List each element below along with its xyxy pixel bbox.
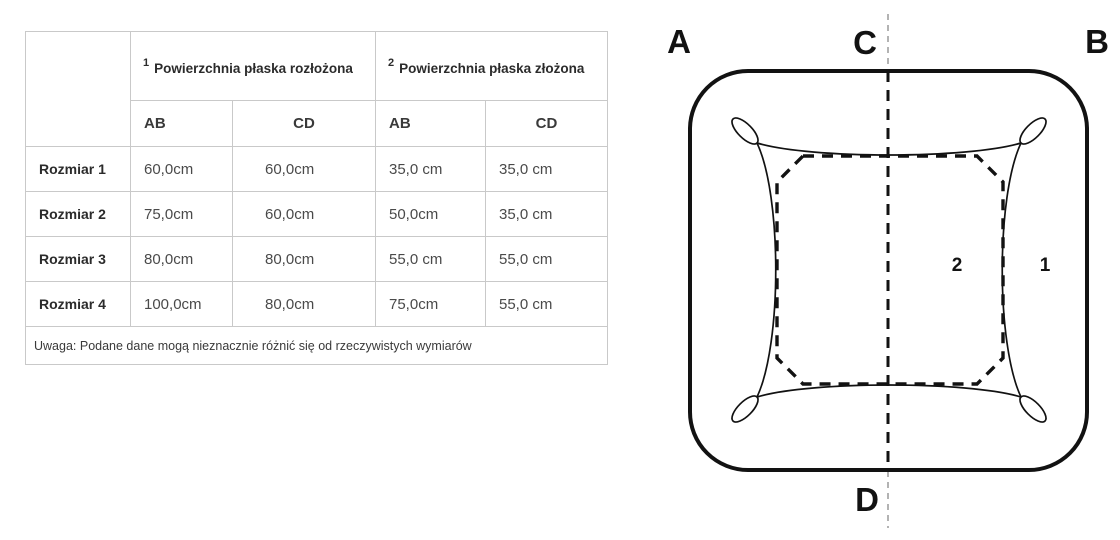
row-label: Rozmiar 4 — [26, 282, 131, 327]
row-label: Rozmiar 1 — [26, 147, 131, 192]
col-header-ab-unfolded: AB — [131, 101, 233, 147]
fabric-edge-left — [757, 143, 776, 397]
cell-value: 55,0 cm — [486, 237, 608, 282]
table-header-row-groups — [26, 32, 608, 101]
corner-loop-bottom-left — [728, 392, 762, 426]
cell-value: 100,0cm — [131, 282, 233, 327]
table-row-size-4 — [26, 282, 608, 327]
group-header-unfolded — [131, 32, 376, 101]
footnote-2-marker: 2 — [388, 56, 395, 69]
diagram-label-c: C — [853, 24, 877, 61]
row-label: Rozmiar 3 — [26, 237, 131, 282]
table-row-size-3 — [26, 237, 608, 282]
cell-value: 60,0cm — [233, 192, 376, 237]
table-note: Uwaga: Podane dane mogą nieznacznie różnić się od rzeczywistych wymiarów — [26, 327, 608, 365]
table-note-row — [26, 327, 608, 365]
corner-loop-bottom-right — [1016, 392, 1050, 426]
cell-value: 55,0 cm — [486, 282, 608, 327]
region-label-folded: 2 — [951, 255, 963, 276]
cell-value: 35,0 cm — [486, 147, 608, 192]
cell-value: 80,0cm — [233, 237, 376, 282]
cell-value: 60,0cm — [233, 147, 376, 192]
cell-value: 35,0 cm — [486, 192, 608, 237]
group-header-folded-label: Powierzchnia płaska złożona — [399, 60, 585, 76]
inner-folded-surface-outline — [777, 156, 1003, 384]
cell-value: 75,0cm — [376, 282, 486, 327]
cell-value: 75,0cm — [131, 192, 233, 237]
corner-loop-top-right — [1016, 114, 1050, 148]
table-row-size-1 — [26, 147, 608, 192]
cell-value: 80,0cm — [131, 237, 233, 282]
diagram-label-a: A — [667, 23, 691, 60]
region-label-unfolded: 1 — [1039, 255, 1051, 276]
table-row-size-2 — [26, 192, 608, 237]
cell-value: 60,0cm — [131, 147, 233, 192]
fabric-edge-right — [1002, 143, 1021, 397]
footnote-1-marker: 1 — [143, 56, 150, 69]
bag-diagram — [650, 0, 1120, 540]
col-header-cd-unfolded: CD — [233, 101, 376, 147]
size-table — [25, 31, 608, 365]
table-corner-cell — [26, 32, 131, 147]
cell-value: 55,0 cm — [376, 237, 486, 282]
col-header-cd-folded: CD — [486, 101, 608, 147]
corner-loop-top-left — [728, 114, 762, 148]
col-header-ab-folded: AB — [376, 101, 486, 147]
cell-value: 35,0 cm — [376, 147, 486, 192]
cell-value: 80,0cm — [233, 282, 376, 327]
diagram-label-d: D — [855, 481, 879, 518]
group-header-folded — [376, 32, 608, 101]
cell-value: 50,0cm — [376, 192, 486, 237]
diagram-label-b: B — [1085, 23, 1109, 60]
group-header-unfolded-label: Powierzchnia płaska rozłożona — [154, 60, 353, 76]
row-label: Rozmiar 2 — [26, 192, 131, 237]
